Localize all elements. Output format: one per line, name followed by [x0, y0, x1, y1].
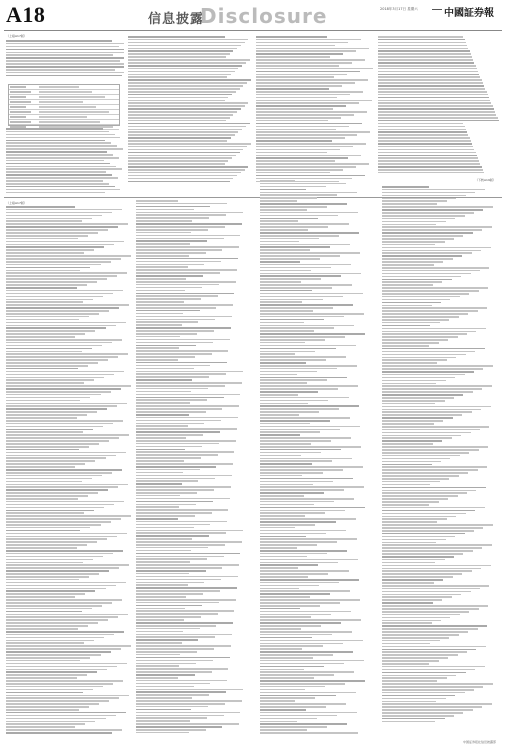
top-column-4 [378, 36, 500, 176]
lower-column-3 [260, 180, 378, 738]
section-title-cn: 信息披露 [148, 12, 205, 27]
continued-next-label: （下转A19版） [475, 178, 496, 182]
top-column-2 [128, 36, 252, 186]
newspaper-title: 中國証券報 [444, 8, 494, 19]
top-column-1-block-a [6, 40, 124, 80]
footer-note: 中国证券报社信息披露部 [462, 740, 496, 744]
continued-label-lower: （上接A17版） [6, 201, 27, 205]
masthead [0, 0, 506, 30]
lower-column-2 [136, 200, 256, 738]
masthead-rule [4, 30, 502, 31]
disclosure-table [8, 84, 120, 126]
page-number: A18 [6, 2, 46, 27]
lower-column-4 [382, 186, 500, 726]
top-column-1-block-b [6, 128, 124, 196]
continued-label-top: （上接A17版） [6, 34, 27, 38]
lower-column-1 [6, 206, 132, 738]
issue-date: 2018年3月17日 星期六 [380, 7, 418, 11]
masthead-dash [432, 9, 442, 10]
section-title-en: Disclosure [200, 4, 328, 28]
top-column-3 [256, 36, 374, 186]
